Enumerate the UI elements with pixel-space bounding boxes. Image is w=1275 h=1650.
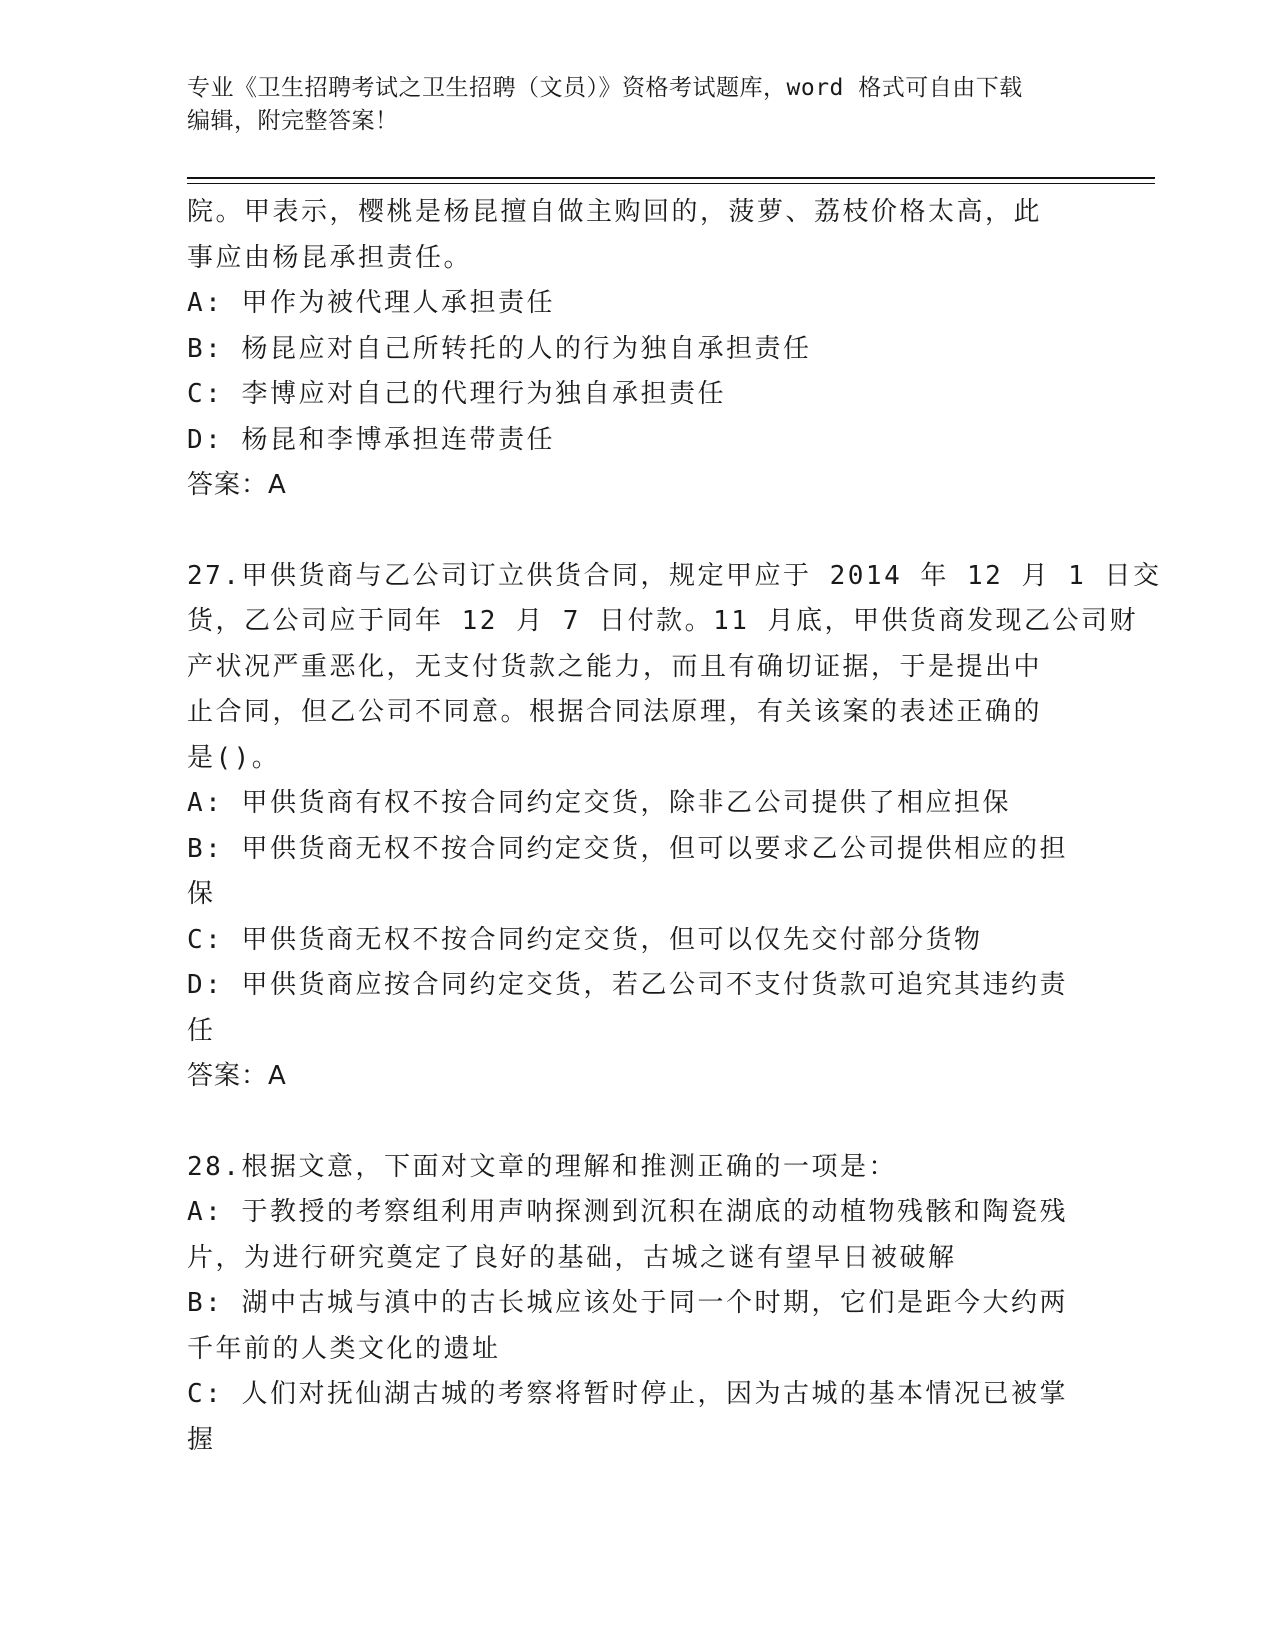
option-a: A: 甲供货商有权不按合同约定交货，除非乙公司提供了相应担保 — [187, 788, 1011, 818]
option-c: C: 人们对抚仙湖古城的考察将暂时停止，因为古城的基本情况已被掌 — [187, 1379, 1068, 1409]
answer-label: 答案：A — [187, 470, 287, 500]
question-stem-line: 28.根据文意，下面对文章的理解和推测正确的一项是： — [187, 1151, 897, 1182]
option-b-continued: 千年前的人类文化的遗址 — [187, 1333, 501, 1364]
question-stem-line: 货，乙公司应于同年 12 月 7 日付款。11 月底，甲供货商发现乙公司财 — [187, 606, 1139, 636]
spacer — [187, 509, 1087, 554]
header-divider-thin — [187, 183, 1155, 184]
question-28 — [187, 1145, 1087, 1464]
option-b-continued: 保 — [187, 879, 216, 909]
header-divider-thick — [187, 177, 1155, 179]
option-b: B: 湖中古城与滇中的古长城应该处于同一个时期，它们是距今大约两 — [187, 1288, 1068, 1318]
question-content — [187, 190, 1162, 1463]
option-d: D: 杨昆和李博承担连带责任 — [187, 424, 555, 455]
option-a: A: 于教授的考察组利用声呐探测到沉积在湖底的动植物残骸和陶瓷残 — [187, 1197, 1068, 1227]
option-c: C: 李博应对自己的代理行为独自承担责任 — [187, 379, 726, 409]
option-b: B: 杨昆应对自己所转托的人的行为独自承担责任 — [187, 333, 812, 364]
header-line-2: 编辑，附完整答案！ — [187, 108, 399, 134]
page-header — [187, 72, 1067, 138]
question-stem-line: 产状况严重恶化，无支付货款之能力，而且有确切证据，于是提出中 — [187, 651, 1043, 682]
question-stem-line: 事应由杨昆承担责任。 — [187, 242, 473, 273]
question-stem-line: 是()。 — [187, 742, 281, 773]
question-stem-line: 27.甲供货商与乙公司订立供货合同，规定甲应于 2014 年 12 月 1 日交 — [187, 560, 1162, 591]
answer-label: 答案：A — [187, 1061, 287, 1091]
spacer — [187, 1100, 1087, 1145]
option-d: D: 甲供货商应按合同约定交货，若乙公司不支付货款可追究其违约责 — [187, 970, 1068, 1000]
question-stem-line: 院。甲表示，樱桃是杨昆擅自做主购回的，菠萝、荔枝价格太高，此 — [187, 197, 1043, 227]
option-c-continued: 握 — [187, 1424, 216, 1455]
question-27 — [187, 554, 1162, 1100]
option-d-continued: 任 — [187, 1015, 216, 1046]
question-26-continuation — [187, 190, 1087, 509]
option-a: A: 甲作为被代理人承担责任 — [187, 288, 555, 318]
option-b: B: 甲供货商无权不按合同约定交货，但可以要求乙公司提供相应的担 — [187, 833, 1068, 864]
header-line-1: 专业《卫生招聘考试之卫生招聘（文员）》资格考试题库，word 格式可自由下载 — [187, 75, 1023, 101]
option-c: C: 甲供货商无权不按合同约定交货，但可以仅先交付部分货物 — [187, 924, 983, 955]
option-a-continued: 片，为进行研究奠定了良好的基础，古城之谜有望早日被破解 — [187, 1242, 957, 1273]
question-stem-line: 止合同，但乙公司不同意。根据合同法原理，有关该案的表述正确的 — [187, 697, 1043, 727]
